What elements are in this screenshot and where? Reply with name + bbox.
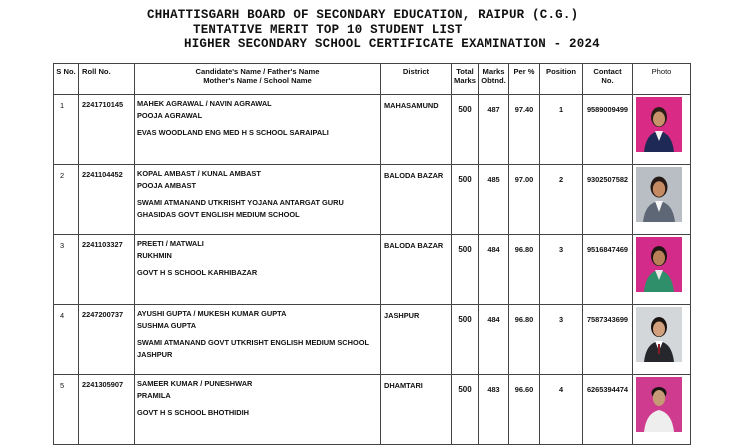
row-percent: 96.80 [509, 305, 540, 375]
row-obtained: 487 [479, 95, 509, 165]
col-sno: S No. [54, 64, 79, 95]
row-position: 4 [540, 375, 583, 445]
col-percent: Per % [509, 64, 540, 95]
col-position: Position [540, 64, 583, 95]
row-roll: 2241104452 [79, 165, 135, 235]
row-district: BALODA BAZAR [381, 165, 452, 235]
row-sno: 1 [54, 95, 79, 165]
row-contact: 6265394474 [583, 375, 633, 445]
row-obtained: 484 [479, 305, 509, 375]
row-position: 1 [540, 95, 583, 165]
row-names: KOPAL AMBAST / KUNAL AMBAST POOJA AMBAST SWAMI ATMANAND UTKRISHT YOJANA ANTARGAT GURU GHASIDAS GOVT ENGLISH MEDIUM SCHOOL [135, 165, 381, 235]
row-roll: 2247200737 [79, 305, 135, 375]
col-obtained: Marks Obtnd. [479, 64, 509, 95]
row-district: JASHPUR [381, 305, 452, 375]
row-photo [633, 235, 691, 305]
row-total: 500 [452, 375, 479, 445]
row-percent: 97.40 [509, 95, 540, 165]
exam-title: HIGHER SECONDARY SCHOOL CERTIFICATE EXAMINATION - 2024 [184, 37, 600, 51]
table-row [54, 165, 691, 235]
table-row [54, 375, 691, 445]
col-total: Total Marks [452, 64, 479, 95]
row-contact: 9516847469 [583, 235, 633, 305]
list-title: TENTATIVE MERIT TOP 10 STUDENT LIST [193, 23, 463, 37]
merit-table [53, 63, 691, 445]
row-total: 500 [452, 305, 479, 375]
student-photo [636, 97, 682, 152]
row-percent: 97.00 [509, 165, 540, 235]
student-photo [636, 377, 682, 432]
row-obtained: 485 [479, 165, 509, 235]
row-district: BALODA BAZAR [381, 235, 452, 305]
row-district: MAHASAMUND [381, 95, 452, 165]
row-sno: 4 [54, 305, 79, 375]
col-district: District [381, 64, 452, 95]
student-photo [636, 307, 682, 362]
student-photo [636, 167, 682, 222]
row-total: 500 [452, 235, 479, 305]
row-roll: 2241305907 [79, 375, 135, 445]
row-names: SAMEER KUMAR / PUNESHWAR PRAMILA GOVT H S SCHOOL BHOTHIDIH [135, 375, 381, 445]
row-contact: 7587343699 [583, 305, 633, 375]
row-contact: 9302507582 [583, 165, 633, 235]
row-percent: 96.60 [509, 375, 540, 445]
row-position: 3 [540, 235, 583, 305]
row-total: 500 [452, 165, 479, 235]
row-photo [633, 165, 691, 235]
row-names: AYUSHI GUPTA / MUKESH KUMAR GUPTA SUSHMA GUPTA SWAMI ATMANAND GOVT UTKRISHT ENGLISH MEDIUM SCHOOL JASHPUR [135, 305, 381, 375]
row-photo [633, 375, 691, 445]
row-position: 2 [540, 165, 583, 235]
row-roll: 2241710145 [79, 95, 135, 165]
table-row [54, 95, 691, 165]
row-photo [633, 95, 691, 165]
col-names: Candidate's Name / Father's Name Mother's Name / School Name [135, 64, 381, 95]
row-obtained: 484 [479, 235, 509, 305]
row-obtained: 483 [479, 375, 509, 445]
row-names: PREETI / MATWALI RUKHMIN GOVT H S SCHOOL KARHIBAZAR [135, 235, 381, 305]
row-sno: 2 [54, 165, 79, 235]
table-row [54, 235, 691, 305]
board-title: CHHATTISGARH BOARD OF SECONDARY EDUCATION, RAIPUR (C.G.) [147, 8, 579, 22]
header-row [54, 64, 691, 95]
row-percent: 96.80 [509, 235, 540, 305]
student-photo [636, 237, 682, 292]
row-names: MAHEK AGRAWAL / NAVIN AGRAWAL POOJA AGRAWAL EVAS WOODLAND ENG MED H S SCHOOL SARAIPALI [135, 95, 381, 165]
row-total: 500 [452, 95, 479, 165]
row-contact: 9589009499 [583, 95, 633, 165]
col-roll: Roll No. [79, 64, 135, 95]
row-district: DHAMTARI [381, 375, 452, 445]
row-photo [633, 305, 691, 375]
row-sno: 3 [54, 235, 79, 305]
table-row [54, 305, 691, 375]
row-position: 3 [540, 305, 583, 375]
row-sno: 5 [54, 375, 79, 445]
col-photo: Photo [633, 64, 691, 95]
col-contact: Contact No. [583, 64, 633, 95]
row-roll: 2241103327 [79, 235, 135, 305]
